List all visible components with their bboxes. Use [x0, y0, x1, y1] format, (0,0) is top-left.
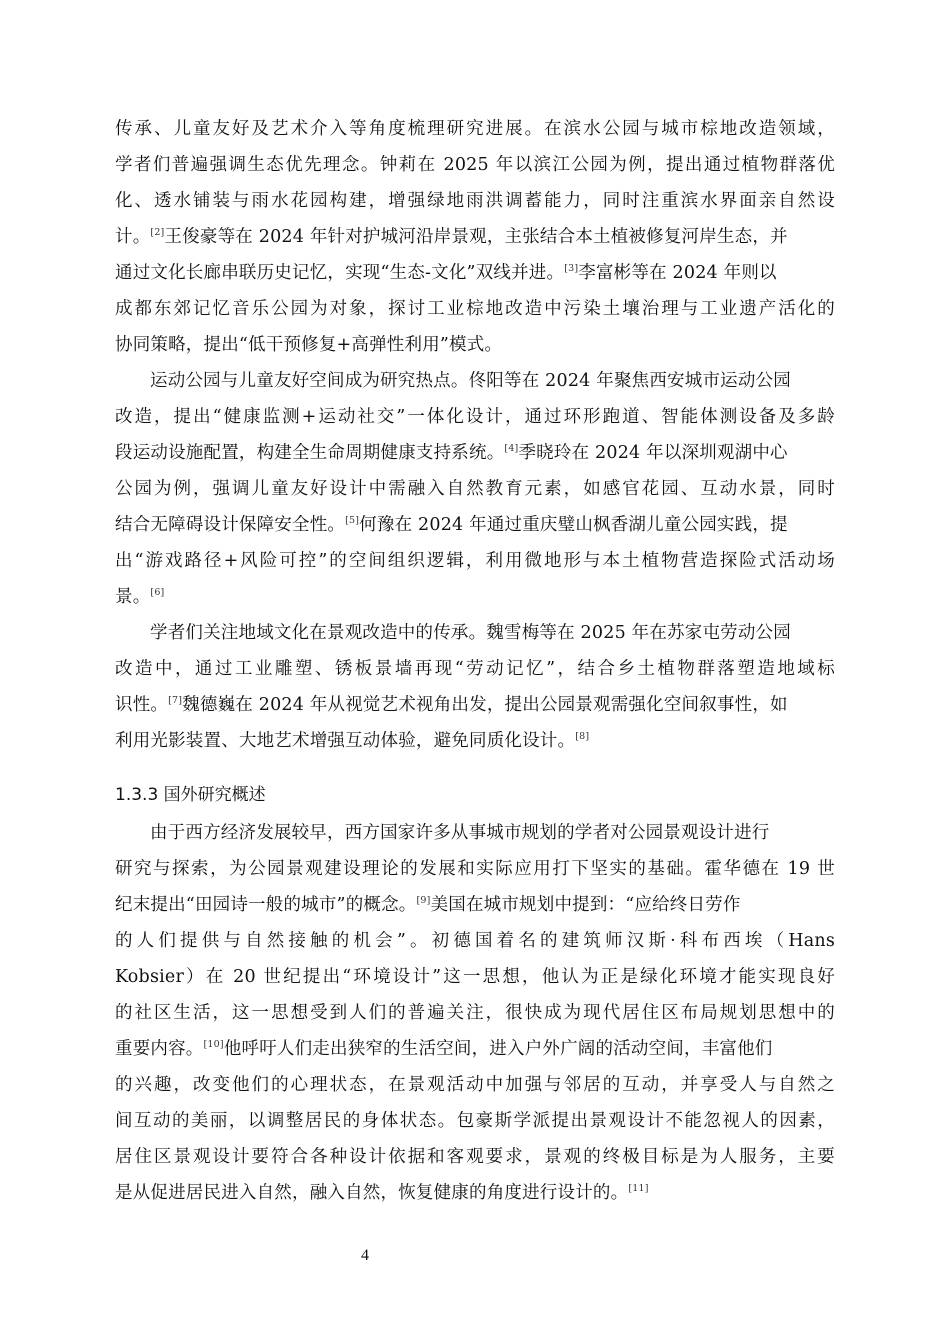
paragraph-line: 学者们关注地域文化在景观改造中的传承。魏雪梅等在 2025 年在苏家屯劳动公园	[150, 623, 791, 643]
paragraph-line: 研究与探索，为公园景观建设理论的发展和实际应用打下坚实的基础。霍华德在 19 世	[115, 859, 836, 879]
citation-ref: [8]	[575, 731, 590, 742]
text-run: 段运动设施配置，构建全生命周期健康支持系统。	[115, 443, 505, 463]
paragraph-line: 传承、儿童友好及艺术介入等角度梳理研究进展。在滨水公园与城市棕地改造领域，	[115, 119, 835, 139]
paragraph-line	[115, 894, 835, 916]
text-run: 识性。	[115, 695, 169, 715]
paragraph-line: 学者们普遍强调生态优先理念。钟莉在 2025 年以滨江公园为例，提出通过植物群落优	[115, 155, 835, 175]
text-run: 美国在城市规划中提到：“应给终日劳作	[430, 895, 741, 915]
paragraph-line	[115, 262, 835, 284]
paragraph-line: 改造，提出“健康监测+运动社交”一体化设计，通过环形跑道、智能体测设备及多龄	[115, 407, 835, 427]
paragraph-line: 居住区景观设计要符合各种设计依据和客观要求，景观的终极目标是为人服务，主要	[115, 1147, 835, 1167]
text-run: 利用光影装置、大地艺术增强互动体验，避免同质化设计。	[115, 731, 576, 751]
paragraph-line	[115, 586, 835, 608]
text-run: 结合无障碍设计保障安全性。	[115, 515, 346, 535]
text-run: 纪末提出“田园诗一般的城市”的概念。	[115, 895, 417, 915]
paragraph-line: 协同策略，提出“低干预修复+高弹性利用”模式。	[115, 335, 503, 355]
paragraph-line: 化、透水铺装与雨水花园构建，增强绿地雨洪调蓄能力，同时注重滨水界面亲自然设	[115, 191, 835, 211]
text-run: 景。	[115, 587, 151, 607]
paragraph-line: 公园为例，强调儿童友好设计中需融入自然教育元素，如感官花园、互动水景，同时	[115, 479, 835, 499]
citation-ref: [2]	[150, 227, 165, 238]
paragraph-line: 成都东郊记忆音乐公园为对象，探讨工业棕地改造中污染土壤治理与工业遗产活化的	[115, 299, 835, 319]
paragraph-line: 的人们提供与自然接触的机会”。初德国着名的建筑师汉斯·科布西埃（Hans	[115, 931, 835, 951]
citation-ref: [11]	[628, 1183, 649, 1194]
paragraph-line: 的兴趣，改变他们的心理状态，在景观活动中加强与邻居的互动，并享受人与自然之	[115, 1075, 835, 1095]
paragraph-line: 出“游戏路径+风险可控”的空间组织逻辑，利用微地形与本土植物营造探险式活动场	[115, 551, 835, 571]
paragraph-line: 由于西方经济发展较早，西方国家许多从事城市规划的学者对公园景观设计进行	[150, 823, 770, 843]
text-run: 是从促进居民进入自然，融入自然，恢复健康的角度进行设计的。	[115, 1183, 629, 1203]
text-run: 何豫在 2024 年通过重庆璧山枫香湖儿童公园实践，提	[359, 515, 788, 535]
citation-ref: [4]	[504, 443, 519, 454]
text-run: 计。	[115, 227, 151, 247]
paragraph-line	[115, 730, 835, 752]
text-run: 季晓玲在 2024 年以深圳观湖中心	[518, 443, 788, 463]
paragraph-line: 间互动的美丽，以调整居民的身体状态。包豪斯学派提出景观设计不能忽视人的因素，	[115, 1111, 835, 1131]
paragraph-line	[115, 1038, 835, 1060]
page-number: 4	[361, 1247, 369, 1264]
citation-ref: [9]	[416, 895, 431, 906]
citation-ref: [3]	[564, 263, 579, 274]
text-run: 重要内容。	[115, 1039, 204, 1059]
text-run: 通过文化长廊串联历史记忆，实现“生态-文化”双线并进。	[115, 263, 565, 283]
citation-ref: [5]	[345, 515, 360, 526]
text-run: 他呼吁人们走出狭窄的生活空间，进入户外广阔的活动空间，丰富他们	[223, 1039, 773, 1059]
text-run: 魏德巍在 2024 年从视觉艺术视角出发，提出公园景观需强化空间叙事性，如	[182, 695, 788, 715]
paragraph-line: 运动公园与儿童友好空间成为研究热点。佟阳等在 2024 年聚焦西安城市运动公园	[150, 371, 791, 391]
section-heading: 1.3.3 国外研究概述	[115, 785, 266, 805]
paragraph-line	[115, 514, 835, 536]
paragraph-line: 改造中，通过工业雕塑、锈板景墙再现“劳动记忆”，结合乡土植物群落塑造地域标	[115, 659, 835, 679]
paragraph-line	[115, 694, 835, 716]
citation-ref: [10]	[203, 1039, 224, 1050]
paragraph-line	[115, 442, 835, 464]
citation-ref: [6]	[150, 587, 165, 598]
paragraph-line	[115, 226, 835, 248]
paragraph-line: 的社区生活，这一思想受到人们的普遍关注，很快成为现代居住区布局规划思想中的	[115, 1003, 835, 1023]
paragraph-line	[115, 1182, 835, 1204]
text-run: 李富彬等在 2024 年则以	[578, 263, 777, 283]
paragraph-line: Kobsier）在 20 世纪提出“环境设计”这一思想，他认为正是绿化环境才能实现良好	[115, 967, 835, 987]
text-run: 王俊豪等在 2024 年针对护城河沿岸景观，主张结合本土植被修复河岸生态，并	[164, 227, 788, 247]
citation-ref: [7]	[168, 695, 183, 706]
